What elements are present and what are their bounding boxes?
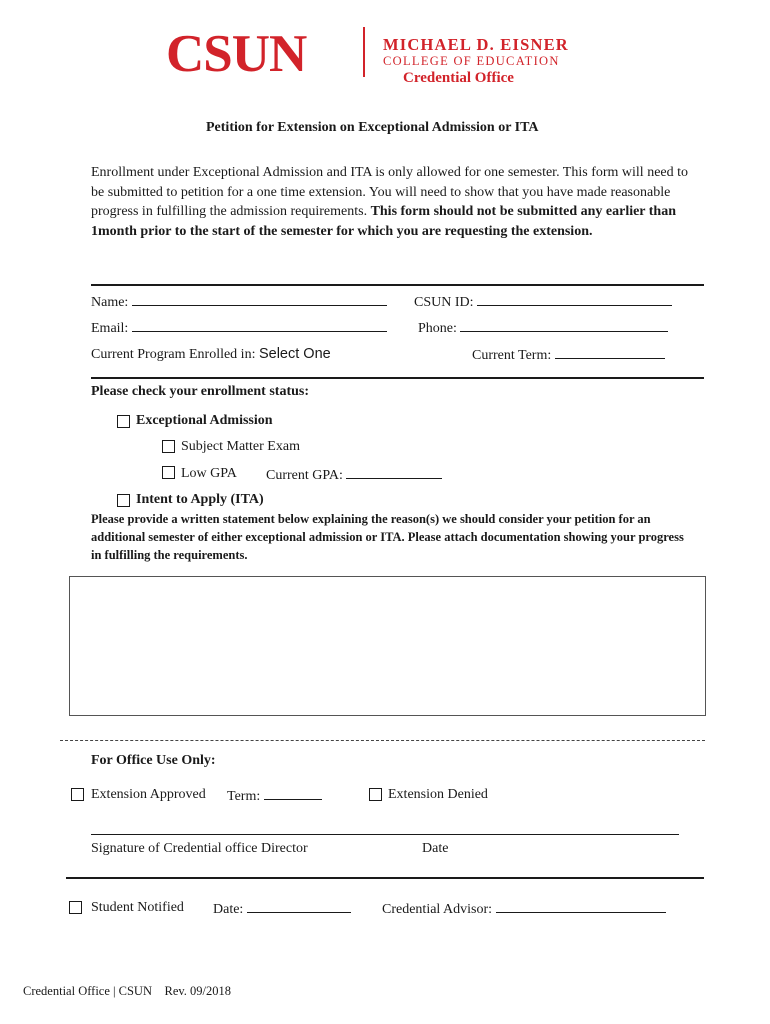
student-notified-label: Student Notified xyxy=(91,900,184,915)
form-title: Petition for Extension on Exceptional Admission or ITA xyxy=(206,120,539,135)
intro-warning: This form should not be submitted any earlier than 1month prior to the start of the semester for which you are requesting the extension. xyxy=(91,204,677,239)
approved-term-label: Term: xyxy=(227,789,261,804)
email-field[interactable] xyxy=(91,318,387,338)
signature-label: Signature of Credential office Director xyxy=(91,841,308,856)
csun-id-input[interactable] xyxy=(477,292,672,306)
section-divider xyxy=(91,377,704,379)
college-subtitle: COLLEGE OF EDUCATION xyxy=(383,54,560,68)
extension-approved-checkbox[interactable] xyxy=(71,788,84,801)
term-input[interactable] xyxy=(555,345,665,359)
ita-label: Intent to Apply (ITA) xyxy=(136,492,264,507)
program-field[interactable] xyxy=(91,345,331,364)
csun-logo: CSUN xyxy=(166,25,307,83)
office-name: Credential Office xyxy=(403,70,514,86)
advisor-input[interactable] xyxy=(496,899,666,913)
subject-matter-exam-label: Subject Matter Exam xyxy=(181,439,300,454)
current-gpa-label: Current GPA: xyxy=(266,468,343,483)
status-heading: Please check your enrollment status: xyxy=(91,384,310,399)
intro-text: Enrollment under Exceptional Admission and ITA is only allowed for one semester. This form will need to be submitted to petition for a one time extension. You will need to show that you have made reasonable progress in fulfilling the admission requirements. xyxy=(91,165,689,219)
term-field[interactable] xyxy=(472,345,665,365)
student-notified-checkbox[interactable] xyxy=(69,901,82,914)
phone-field[interactable] xyxy=(418,318,668,338)
statement-instructions: Please provide a written statement below explaining the reason(s) we should consider your petition for an additional semester of either exceptional admission or ITA. Please attach documentation showing your progress in fulfilling the requirements. xyxy=(91,512,684,562)
current-gpa-field[interactable] xyxy=(266,465,442,485)
phone-input[interactable] xyxy=(460,318,668,332)
approved-term-input[interactable] xyxy=(264,786,322,800)
name-input[interactable] xyxy=(132,292,387,306)
program-select[interactable]: Select One xyxy=(258,346,331,362)
current-gpa-input[interactable] xyxy=(346,465,442,479)
extension-denied-label: Extension Denied xyxy=(388,787,488,802)
csun-id-field[interactable] xyxy=(414,292,672,312)
statement-textbox[interactable] xyxy=(69,576,706,716)
logo-divider xyxy=(363,27,365,77)
notified-date-field[interactable] xyxy=(213,899,351,919)
signature-date-label: Date xyxy=(422,841,449,856)
office-use-heading: For Office Use Only: xyxy=(91,753,216,768)
low-gpa-label: Low GPA xyxy=(181,466,237,481)
advisor-field[interactable] xyxy=(382,899,666,919)
college-name: MICHAEL D. EISNER xyxy=(383,35,569,54)
term-label: Current Term: xyxy=(472,348,552,363)
email-input[interactable] xyxy=(132,318,387,332)
signature-line[interactable] xyxy=(91,834,679,835)
section-divider xyxy=(91,284,704,286)
intro-paragraph xyxy=(91,163,691,241)
cut-line xyxy=(60,740,705,741)
email-label: Email: xyxy=(91,321,129,336)
low-gpa-checkbox[interactable] xyxy=(162,466,175,479)
section-divider xyxy=(66,877,704,879)
csun-id-label: CSUN ID: xyxy=(414,295,474,310)
phone-label: Phone: xyxy=(418,321,457,336)
program-label: Current Program Enrolled in: xyxy=(91,347,256,362)
extension-denied-checkbox[interactable] xyxy=(369,788,382,801)
notified-date-input[interactable] xyxy=(247,899,351,913)
advisor-label: Credential Advisor: xyxy=(382,902,493,917)
name-field[interactable] xyxy=(91,292,387,312)
exceptional-admission-label: Exceptional Admission xyxy=(136,413,273,428)
notified-date-label: Date: xyxy=(213,902,244,917)
footer-text: Credential Office | CSUN Rev. 09/2018 xyxy=(23,984,232,998)
name-label: Name: xyxy=(91,295,129,310)
subject-matter-exam-checkbox[interactable] xyxy=(162,440,175,453)
extension-approved-label: Extension Approved xyxy=(91,787,206,802)
exceptional-admission-checkbox[interactable] xyxy=(117,415,130,428)
approved-term-field[interactable] xyxy=(227,786,322,806)
ita-checkbox[interactable] xyxy=(117,494,130,507)
